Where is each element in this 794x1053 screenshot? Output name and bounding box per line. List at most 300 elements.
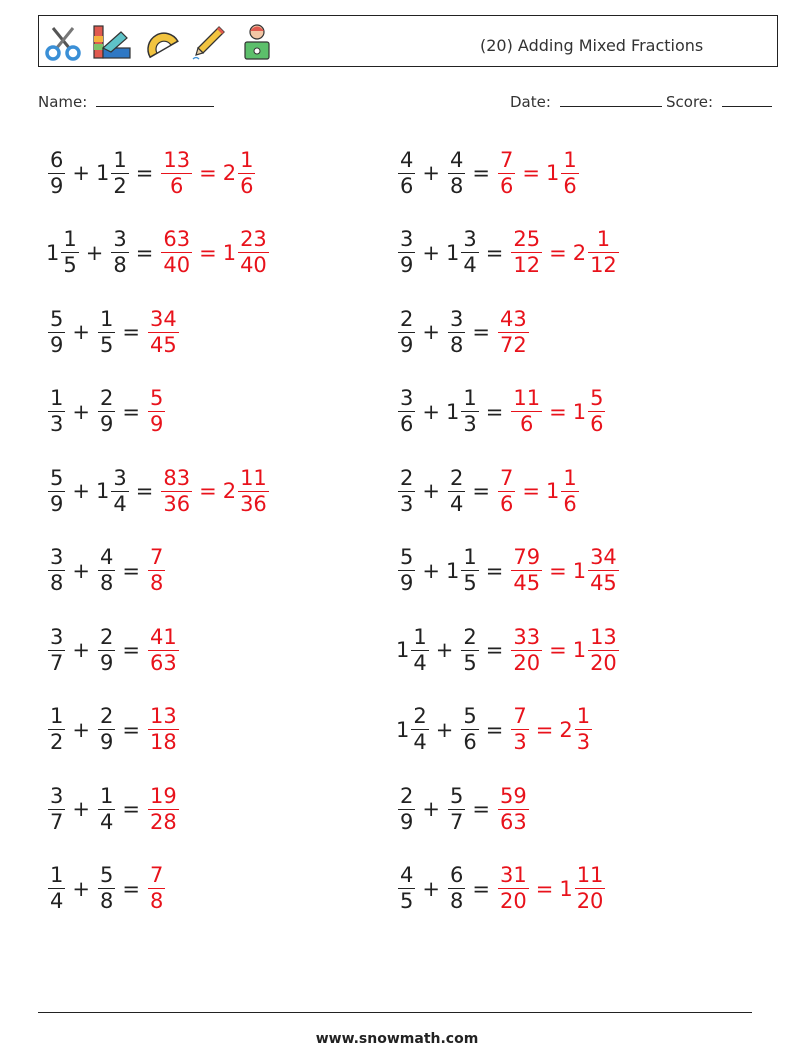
numerator: 7 — [499, 465, 514, 490]
equals-sign: = — [472, 320, 490, 344]
denominator: 2 — [50, 730, 64, 754]
score-label: Score: — [666, 93, 714, 111]
denominator: 3 — [576, 730, 591, 754]
fraction — [448, 306, 465, 357]
numerator: 1 — [50, 863, 64, 887]
answer-improper — [496, 783, 530, 834]
addend-a — [46, 229, 80, 276]
denominator: 2 — [113, 173, 127, 198]
plus-sign: + — [72, 717, 90, 742]
fraction — [448, 147, 465, 198]
answer-improper — [159, 147, 193, 198]
numerator: 1 — [413, 624, 427, 649]
addend-b — [459, 706, 479, 753]
answer-improper — [509, 229, 543, 276]
answer-improper — [496, 306, 530, 357]
fraction — [588, 229, 619, 276]
addend-a — [396, 388, 416, 435]
fraction — [461, 388, 478, 435]
answer-mixed — [222, 465, 270, 516]
problem-row — [396, 459, 580, 523]
numerator: 41 — [149, 624, 177, 649]
fraction — [575, 706, 592, 753]
whole-part: 1 — [445, 558, 460, 583]
fraction — [511, 547, 542, 594]
answer-improper — [509, 547, 543, 594]
equals-sign: = — [135, 240, 154, 265]
denominator: 7 — [50, 809, 64, 834]
whole-part: 1 — [222, 240, 237, 265]
whole-part: 1 — [559, 876, 573, 901]
plus-sign: + — [422, 161, 440, 185]
fraction — [511, 624, 542, 675]
fraction — [148, 306, 179, 357]
answer — [146, 547, 166, 594]
numerator: 63 — [163, 227, 191, 251]
equals-sign: = — [122, 399, 140, 424]
denominator: 5 — [99, 332, 114, 357]
numerator: 13 — [149, 704, 177, 728]
numerator: 33 — [513, 624, 541, 649]
denominator: 9 — [400, 809, 414, 834]
fraction — [398, 465, 415, 516]
answer-equals-sign: = — [549, 558, 567, 583]
fraction — [511, 388, 542, 435]
numerator: 31 — [499, 863, 527, 887]
numerator: 3 — [463, 227, 477, 251]
fraction — [98, 783, 115, 834]
score-field[interactable] — [666, 92, 772, 111]
denominator: 9 — [99, 412, 114, 436]
fraction — [498, 783, 529, 834]
answer — [146, 624, 180, 675]
addend-a — [46, 783, 66, 834]
addend-a — [396, 624, 430, 675]
numerator: 5 — [400, 545, 414, 569]
numerator: 2 — [400, 783, 414, 808]
whole-part: 1 — [445, 240, 460, 265]
addend-a — [396, 865, 416, 912]
fraction — [448, 865, 465, 912]
fraction — [398, 229, 415, 276]
answer — [146, 388, 166, 435]
denominator: 45 — [149, 332, 177, 357]
fraction — [148, 624, 179, 675]
denominator: 3 — [400, 491, 414, 516]
addend-b — [446, 306, 466, 357]
fraction — [238, 147, 255, 198]
equals-sign: = — [472, 161, 490, 185]
fraction — [98, 865, 115, 912]
numerator: 4 — [449, 147, 464, 172]
numerator: 7 — [149, 545, 164, 569]
denominator: 20 — [499, 889, 527, 913]
denominator: 8 — [50, 571, 64, 595]
problem-row — [46, 459, 270, 523]
fraction — [48, 306, 65, 357]
footer-site: www.snowmath.com — [315, 1031, 479, 1047]
fraction — [498, 306, 529, 357]
answer-equals-sign: = — [199, 240, 217, 265]
answer-mixed — [573, 547, 620, 594]
problem-row — [396, 221, 620, 285]
denominator: 6 — [590, 412, 604, 436]
numerator: 13 — [590, 624, 617, 649]
numerator: 11 — [576, 863, 604, 887]
denominator: 9 — [50, 491, 64, 516]
answer-equals-sign: = — [199, 479, 217, 503]
fraction — [48, 388, 65, 435]
fraction — [111, 229, 128, 276]
denominator: 8 — [113, 253, 127, 277]
denominator: 4 — [113, 491, 127, 516]
whole-part: 1 — [545, 479, 560, 503]
whole-part: 1 — [545, 161, 560, 185]
fraction — [111, 465, 128, 516]
denominator: 7 — [50, 650, 64, 675]
denominator: 9 — [50, 332, 64, 357]
answer-improper — [496, 465, 516, 516]
answer-improper — [496, 147, 516, 198]
answer — [496, 147, 580, 198]
denominator: 5 — [63, 253, 77, 277]
denominator: 4 — [413, 650, 427, 675]
fraction — [461, 229, 478, 276]
fraction — [461, 706, 478, 753]
addend-a — [46, 465, 66, 516]
numerator: 2 — [400, 306, 414, 331]
addend-b — [446, 783, 466, 834]
denominator: 36 — [240, 491, 267, 516]
numerator: 2 — [99, 624, 114, 649]
denominator: 7 — [449, 809, 464, 834]
footer-divider — [38, 1012, 752, 1013]
numerator: 23 — [240, 227, 267, 251]
numerator: 7 — [499, 147, 514, 172]
numerator: 1 — [463, 545, 477, 569]
problem-row — [46, 221, 270, 285]
fraction — [588, 388, 605, 435]
addend-b — [446, 229, 480, 276]
numerator: 2 — [400, 465, 414, 490]
numerator: 19 — [149, 783, 177, 808]
denominator: 9 — [99, 730, 114, 754]
numerator: 3 — [113, 227, 127, 251]
denominator: 3 — [513, 730, 527, 754]
addend-b — [96, 547, 116, 594]
plus-sign: + — [435, 638, 454, 662]
name-label: Name: — [38, 93, 88, 111]
whole-part: 2 — [222, 161, 237, 185]
numerator: 2 — [99, 704, 114, 728]
fraction — [498, 865, 529, 912]
whole-part: 1 — [95, 161, 110, 185]
name-line[interactable] — [96, 92, 214, 107]
numerator: 1 — [50, 704, 64, 728]
denominator: 6 — [563, 491, 577, 516]
denominator: 6 — [499, 491, 514, 516]
numerator: 11 — [513, 386, 541, 410]
equals-sign: = — [472, 797, 490, 821]
fraction — [411, 624, 428, 675]
answer-mixed — [559, 706, 593, 753]
denominator: 72 — [499, 332, 527, 357]
problem-row — [396, 618, 620, 682]
equals-sign: = — [472, 876, 490, 901]
numerator: 3 — [50, 624, 64, 649]
answer-improper — [509, 388, 543, 435]
problem-row — [46, 380, 166, 444]
addend-a — [46, 547, 66, 594]
denominator: 4 — [99, 809, 114, 834]
fraction — [411, 706, 428, 753]
denominator: 4 — [413, 730, 427, 754]
fraction — [48, 706, 65, 753]
denominator: 6 — [520, 412, 534, 436]
addend-a — [46, 865, 66, 912]
fraction — [48, 547, 65, 594]
fraction — [398, 388, 415, 435]
numerator: 2 — [99, 386, 114, 410]
addend-b — [109, 229, 129, 276]
numerator: 34 — [149, 306, 177, 331]
addend-b — [459, 624, 479, 675]
answer — [509, 624, 619, 675]
fraction — [161, 229, 192, 276]
answer — [146, 865, 166, 912]
plus-sign: + — [72, 399, 90, 424]
name-field[interactable] — [38, 92, 214, 111]
fraction — [98, 547, 115, 594]
plus-sign: + — [422, 320, 440, 344]
fraction — [148, 783, 179, 834]
denominator: 12 — [513, 253, 541, 277]
plus-sign: + — [422, 240, 440, 265]
numerator: 1 — [563, 465, 577, 490]
addend-b — [446, 388, 480, 435]
answer — [509, 229, 619, 276]
denominator: 5 — [463, 571, 477, 595]
addend-a — [396, 547, 416, 594]
numerator: 3 — [50, 545, 64, 569]
denominator: 6 — [400, 173, 414, 198]
whole-part: 1 — [46, 240, 60, 265]
score-line[interactable] — [722, 92, 772, 107]
plus-sign: + — [435, 717, 454, 742]
fraction — [398, 547, 415, 594]
denominator: 8 — [449, 332, 464, 357]
denominator: 3 — [463, 412, 477, 436]
addend-a — [46, 147, 66, 198]
answer-equals-sign: = — [522, 479, 540, 503]
answer — [496, 865, 606, 912]
fraction — [98, 306, 115, 357]
addend-a — [396, 147, 416, 198]
fraction — [498, 147, 515, 198]
numerator: 7 — [513, 704, 527, 728]
answer — [159, 465, 269, 516]
numerator: 5 — [463, 704, 477, 728]
fraction — [61, 229, 78, 276]
answer-mixed — [573, 229, 620, 276]
teacher-icon — [237, 22, 277, 62]
fraction — [238, 229, 269, 276]
addend-b — [96, 783, 116, 834]
fraction — [448, 783, 465, 834]
numerator: 5 — [50, 306, 64, 331]
equals-sign: = — [485, 240, 504, 265]
answer-improper — [159, 465, 193, 516]
denominator: 8 — [449, 889, 464, 913]
problem-row — [46, 857, 166, 921]
numerator: 1 — [63, 227, 77, 251]
whole-part: 2 — [222, 479, 237, 503]
plus-sign: + — [422, 876, 440, 901]
answer — [496, 465, 580, 516]
addend-a — [46, 706, 66, 753]
addend-b — [96, 388, 116, 435]
numerator: 1 — [99, 306, 114, 331]
answer-improper — [146, 624, 180, 675]
numerator: 4 — [99, 545, 114, 569]
denominator: 9 — [400, 571, 414, 595]
numerator: 3 — [113, 465, 127, 490]
whole-part: 1 — [572, 399, 587, 424]
numerator: 2 — [463, 624, 477, 649]
answer — [146, 306, 180, 357]
numerator: 7 — [149, 863, 164, 887]
problem-row — [46, 777, 180, 841]
answer-improper — [146, 706, 180, 753]
fraction — [511, 706, 528, 753]
plus-sign: + — [422, 558, 440, 583]
fraction — [561, 147, 578, 198]
denominator: 5 — [463, 650, 477, 675]
denominator: 28 — [149, 809, 177, 834]
whole-part: 1 — [396, 638, 410, 662]
header-icons — [43, 20, 277, 64]
numerator: 13 — [163, 147, 191, 172]
problem-row — [396, 300, 530, 364]
fraction — [575, 865, 606, 912]
answer-equals-sign: = — [199, 161, 217, 185]
denominator: 6 — [170, 173, 184, 198]
denominator: 9 — [99, 650, 114, 675]
denominator: 20 — [576, 889, 604, 913]
equals-sign: = — [135, 161, 154, 185]
denominator: 8 — [99, 889, 114, 913]
addend-b — [95, 465, 130, 516]
denominator: 9 — [50, 173, 64, 198]
answer — [159, 147, 256, 198]
problem-row — [46, 300, 180, 364]
answer — [509, 706, 593, 753]
addend-b — [95, 147, 130, 198]
pencil-icon — [189, 22, 229, 62]
denominator: 3 — [50, 412, 64, 436]
answer-mixed — [572, 624, 620, 675]
fraction — [148, 706, 179, 753]
addend-a — [396, 706, 430, 753]
answer-equals-sign: = — [535, 876, 554, 901]
fraction — [48, 465, 65, 516]
paint-swatch-icon — [91, 22, 133, 62]
fraction — [161, 147, 192, 198]
fraction — [98, 706, 115, 753]
answer-improper — [509, 706, 529, 753]
whole-part: 1 — [396, 717, 410, 742]
equals-sign: = — [135, 479, 154, 503]
denominator: 18 — [149, 730, 177, 754]
problem-row — [396, 141, 580, 205]
denominator: 9 — [400, 332, 414, 357]
answer-mixed — [545, 147, 580, 198]
fraction — [398, 306, 415, 357]
equals-sign: = — [122, 797, 140, 821]
fraction — [561, 465, 578, 516]
denominator: 8 — [99, 571, 114, 595]
addend-b — [446, 865, 466, 912]
answer-improper — [159, 229, 193, 276]
problem-row — [396, 777, 530, 841]
denominator: 8 — [149, 571, 164, 595]
plus-sign: + — [422, 479, 440, 503]
numerator: 1 — [576, 704, 591, 728]
fraction — [98, 624, 115, 675]
problem-row — [46, 539, 166, 603]
answer — [146, 706, 180, 753]
numerator: 1 — [463, 386, 477, 410]
numerator: 11 — [240, 465, 267, 490]
fraction — [461, 624, 478, 675]
addend-b — [446, 147, 466, 198]
denominator: 20 — [590, 650, 617, 675]
problem-row — [396, 539, 620, 603]
numerator: 5 — [590, 386, 604, 410]
answer — [496, 783, 530, 834]
worksheet-header — [38, 15, 778, 67]
answer-improper — [146, 547, 166, 594]
date-field[interactable] — [510, 92, 662, 111]
numerator: 1 — [113, 147, 127, 172]
plus-sign: + — [72, 876, 90, 901]
denominator: 63 — [149, 650, 177, 675]
fraction — [148, 547, 165, 594]
denominator: 6 — [563, 173, 577, 198]
numerator: 2 — [413, 704, 427, 728]
equals-sign: = — [122, 638, 140, 662]
denominator: 4 — [449, 491, 464, 516]
fraction — [461, 547, 478, 594]
numerator: 83 — [163, 465, 191, 490]
equals-sign: = — [485, 638, 504, 662]
fraction — [48, 865, 65, 912]
date-line[interactable] — [560, 92, 662, 107]
numerator: 3 — [400, 227, 414, 251]
whole-part: 1 — [572, 638, 587, 662]
plus-sign: + — [72, 638, 90, 662]
fraction — [398, 147, 415, 198]
date-label: Date: — [510, 93, 551, 111]
denominator: 6 — [463, 730, 477, 754]
numerator: 2 — [449, 465, 464, 490]
numerator: 3 — [50, 783, 64, 808]
addend-a — [396, 229, 416, 276]
scissors-icon — [43, 22, 83, 62]
numerator: 79 — [513, 545, 541, 569]
problem-row — [396, 698, 593, 762]
problem-row — [46, 618, 180, 682]
